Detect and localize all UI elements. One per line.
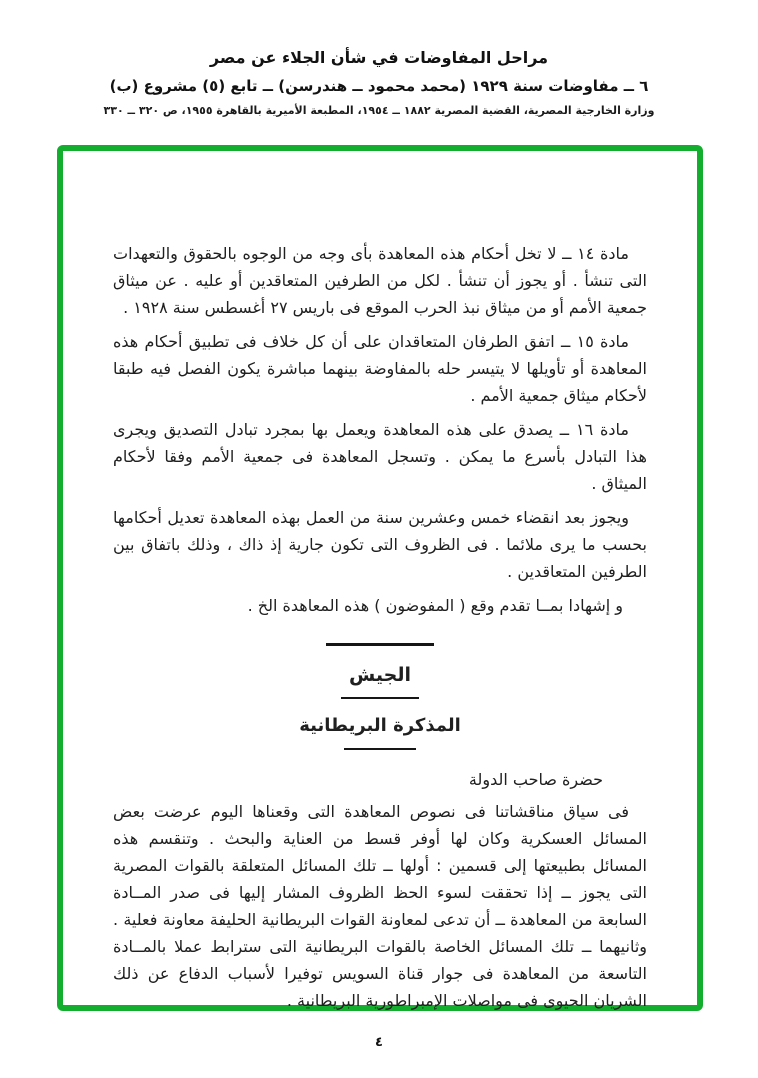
header-title: مراحل المفاوضات في شأن الجلاء عن مصر — [209, 48, 549, 67]
article-15-paragraph: مادة ١٥ ــ اتفق الطرفان المتعاقدان على أن كل خلاف فى تطبيق أحكام هذه المعاهدة أو تأويلها لا يتيسر حله بالمفاوضة بينهما مباشرة يكون الفصل فيه طبقا لأحكام ميثاق جمعية الأمم . — [113, 332, 647, 405]
header-source-citation: وزارة الخارجية المصرية، القضية المصرية ١٨٨٢ ــ ١٩٥٤، المطبعة الأميرية بالقاهرة ١٩٥٥، ص ٣٢٠ ــ ٣٣٠ — [103, 104, 655, 117]
memo-salutation: حضرة صاحب الدولة — [468, 770, 603, 789]
article-16-paragraph: مادة ١٦ ــ يصدق على هذه المعاهدة ويعمل بها بمجرد تبادل التصديق ويجرى هذا التبادل بأسرع ما يمكن . وتسجل المعاهدة فى جمعية الأمم وفقا لأحكام الميثاق . — [113, 420, 647, 493]
memo-body-paragraph: فى سياق مناقشاتنا فى نصوص المعاهدة التى وقعناها اليوم عرضت بعض المسائل العسكرية وكان لها أوفر قسط من العناية والبحث . وتنقسم هذه المسائل بطبيعتها إلى قسمين : أولها ــ تلك المسائل المتعلقة بالقوات المصرية التى يجوز ــ إذا تحققت لسوء الحظ الظروف المشار إليها فى صدر المــادة السابعة من المعاهدة ــ أن تدعى لمعاونة القوات البريطانية الحليفة معاونة فعلية . وثانيهما ــ تلك المسائل الخاصة بالقوات البريطانية التى سترابط عملا بالمــادة التاسعة من المعاهدة فى جوار قناة السويس توفيرا لأسباب الدفاع عن ذلك الشريان الحيوى فى مواصلات الإمبراطورية البريطانية . — [113, 802, 647, 1010]
bibliographic-header — [0, 48, 758, 117]
memo-title-underline-rule — [344, 748, 416, 750]
document-text-block — [113, 240, 647, 1021]
army-section-heading: الجيش — [349, 664, 411, 686]
page-number: ٤ — [375, 1035, 383, 1050]
army-heading-underline-rule — [341, 697, 419, 699]
amendment-clause-paragraph: ويجوز بعد انقضاء خمس وعشرين سنة من العمل بهذه المعاهدة تعديل أحكامها بحسب ما يرى ملائما . فى الظروف التى تكون جارية إذ ذاك ، وذلك باتفاق بين الطرفين المتعاقدين . — [113, 508, 647, 581]
section-divider-rule — [326, 643, 434, 646]
witness-clause-paragraph: و إشهادا بمــا تقدم وقع ( المفوضون ) هذه المعاهدة الخ . — [247, 596, 623, 615]
header-subtitle: ٦ ــ مفاوضات سنة ١٩٢٩ (محمد محمود ــ هندرسن) ــ تابع (٥) مشروع (ب) — [109, 77, 649, 95]
article-14-paragraph: مادة ١٤ ــ لا تخل أحكام هذه المعاهدة بأى وجه من الوجوه بالحقوق والتعهدات التى تنشأ . أو يجوز أن تنشأ . لكل من الطرفين المتعاقدين أو عليه . عن ميثاق جمعية الأمم أو من ميثاق نبذ الحرب الموقع فى باريس ٢٧ أغسطس سنة ١٩٢٨ . — [113, 244, 647, 317]
british-memo-title: المذكرة البريطانية — [299, 715, 461, 736]
